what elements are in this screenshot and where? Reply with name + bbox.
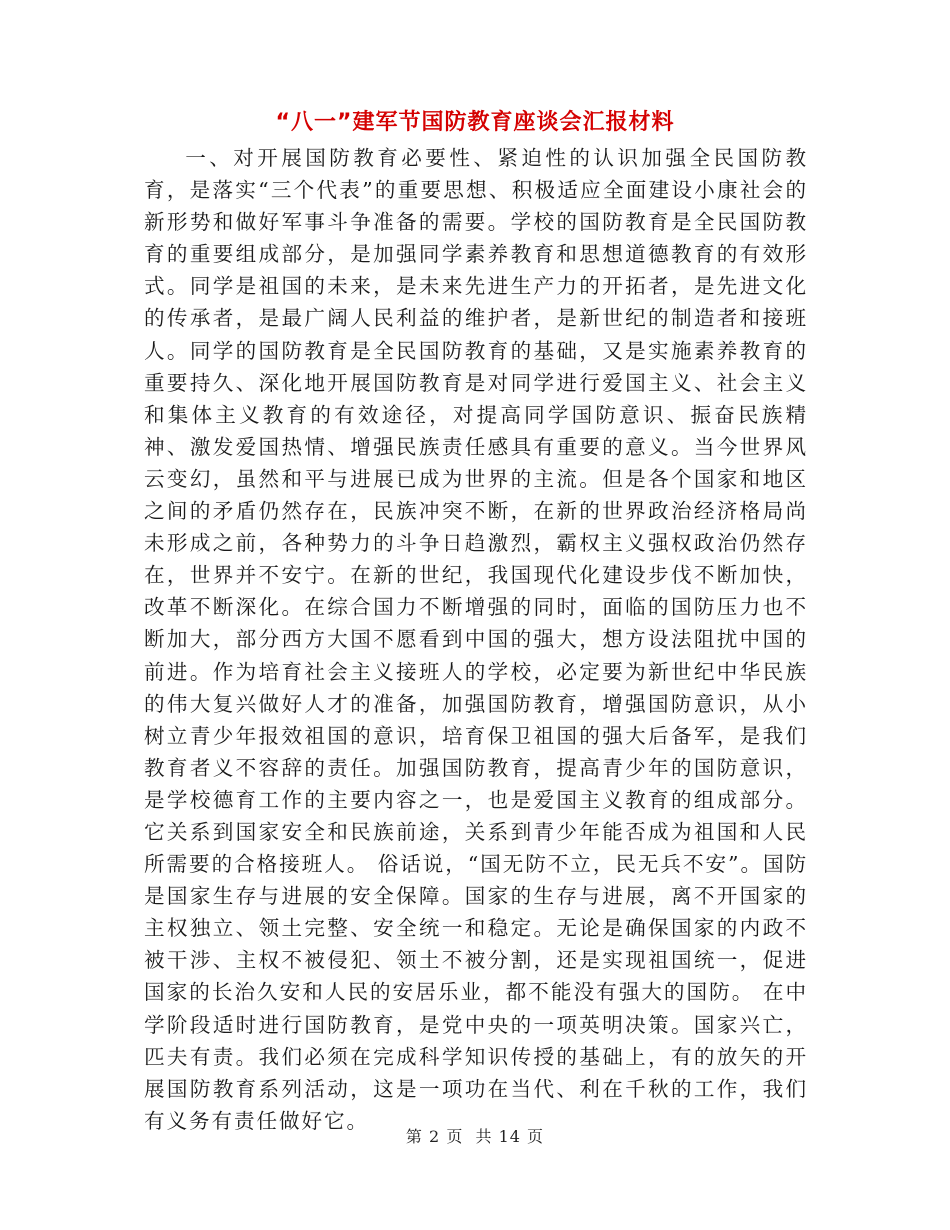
footer-prefix: 第 xyxy=(405,1127,423,1146)
footer-middle: 页 共 xyxy=(446,1127,493,1146)
footer-suffix: 页 xyxy=(527,1127,545,1146)
footer-total-pages: 14 xyxy=(498,1127,521,1146)
page-footer xyxy=(0,1126,950,1148)
document-title: “八一”建军节国防教育座谈会汇报材料 xyxy=(275,110,675,135)
footer-page-number: 2 xyxy=(429,1127,441,1146)
body-paragraph: 一、对开展国防教育必要性、紧迫性的认识加强全民国防教育，是落实“三个代表”的重要思想、积极适应全面建设小康社会的新形势和做好军事斗争准备的需要。学校的国防教育是全民国防教育的重要组成部分，是加强同学素养教育和思想道德教育的有效形式。同学是祖国的未来，是未来先进生产力的开拓者，是先进文化的传承者，是最广阔人民利益的维护者，是新世纪的制造者和接班人。同学的国防教育是全民国防教育的基础，又是实施素养教育的重要持久、深化地开展国防教育是对同学进行爱国主义、社会主义和集体主义教育的有效途径，对提高同学国防意识、振奋民族精神、激发爱国热情、增强民族责任感具有重要的意义。当今世界风云变幻，虽然和平与进展已成为世界的主流。但是各个国家和地区之间的矛盾仍然存在，民族冲突不断，在新的世界政治经济格局尚未形成之前，各种势力的斗争日趋激烈，霸权主义强权政治仍然存在，世界并不安宁。在新的世纪，我国现代化建设步伐不断加快，改革不断深化。在综合国力不断增强的同时，面临的国防压力也不断加大，部分西方大国不愿看到中国的强大，想方设法阻扰中国的前进。作为培育社会主义接班人的学校，必定要为新世纪中华民族的伟大复兴做好人才的准备，加强国防教育，增强国防意识，从小树立青少年报效祖国的意识，培育保卫祖国的强大后备军，是我们教育者义不容辞的责任。加强国防教育，提高青少年的国防意识，是学校德育工作的主要内容之一，也是爱国主义教育的组成部分。它关系到国家安全和民族前途，关系到青少年能否成为祖国和人民所需要的合格接班人。 俗话说，“国无防不立，民无兵不安”。国防是国家生存与进展的安全保障。国家的生存与进展，离不开国家的主权独立、领土完整、安全统一和稳定。无论是确保国家的内政不被干涉、主权不被侵犯、领土不被分割，还是实现祖国统一，促进国家的长治久安和人民的安居乐业，都不能没有强大的国防。 在中学阶段适时进行国防教育，是党中央的一项英明决策。国家兴亡，匹夫有责。我们必须在完成科学知识传授的基础上，有的放矢的开展国防教育系列活动，这是一项功在当代、利在千秋的工作，我们有义务有责任做好它。 xyxy=(144,146,808,1133)
